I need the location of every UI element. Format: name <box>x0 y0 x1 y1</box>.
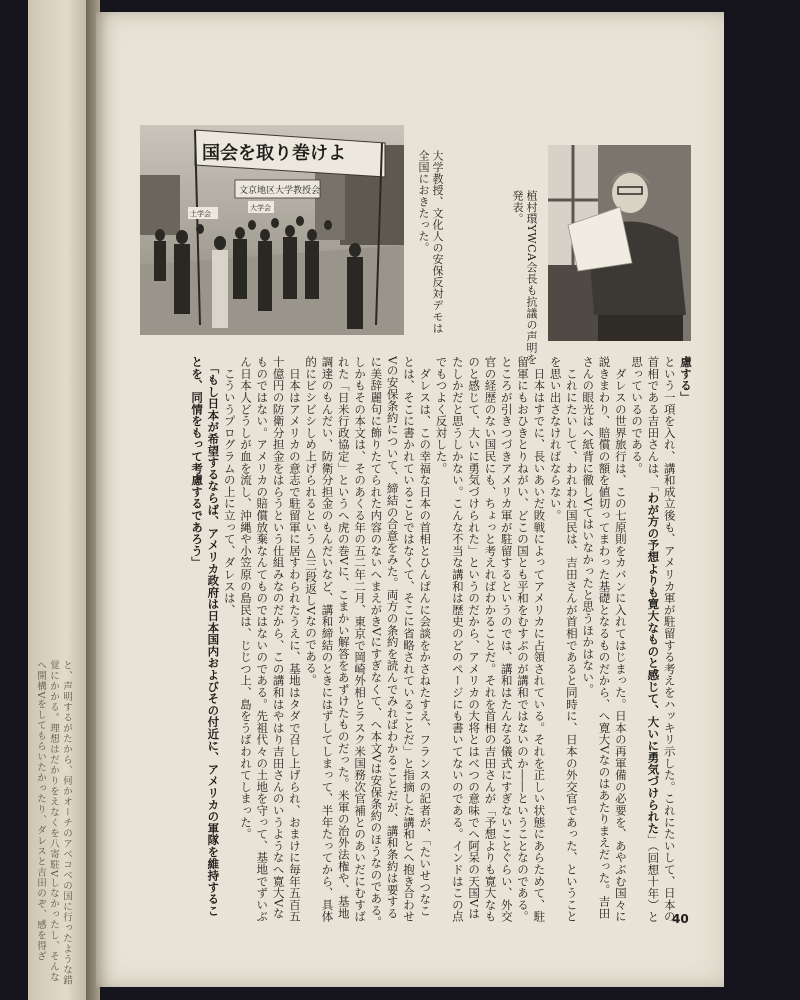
paragraph-text: 日本はすでに、長いあいだ敗戦によってアメリカに占領されている。それを正しい状態にあらためて、駐留軍にもおひきとりねがい、どこの国とも平和をむすぶのが講和ではないのか――ということなのである。ところが引きつづきアメリカ軍が駐留するというのでは、講和はたんなる儀式にすぎないことぐらい、外交官の経歴のない国民にも、ちょっと考えればわかることだ。それを首相の吉田さんが「予想よりも寛大なものと感じて、大いに勇気づけられた」というのだから、アメリカの大将とはべつの意味でへ阿呆の天国Vはたしかだと思うしかない。こんな不当な講和は歴史のどのページにも書いてないのである。インドはこの点でもつよく反対した。 <box>434 356 547 923</box>
article-paragraph <box>547 356 580 928</box>
banner-text: 国会を取り巻けよ <box>202 143 346 164</box>
article-paragraph <box>189 356 222 928</box>
article-paragraphs <box>189 356 678 928</box>
article-paragraph <box>580 356 629 928</box>
placard-right-text: 大学会 <box>250 204 271 212</box>
paragraph-text: ダレスの世界旅行は、この七原則をカバンに入れてはじまった。日本の再軍備の必要を、あやぶむ国々に説きまわり、賠償の額を値切ってまわった基礎となるものだから、へ寛大Vなのはあたりまえだった。吉田さんの眼光はへ紙背に徹しVてはいなかったと思うほかはない。 <box>581 356 628 923</box>
emphasized-quote: 「もし日本が希望するならば、アメリカ政府は日本国内およびその付近に、アメリカの軍隊を維持することを、同情をもって考慮するであろう」 <box>190 356 221 917</box>
article-paragraph <box>433 356 547 928</box>
paragraph-text: これにたいして、われわれ国民は、吉田さんが首相であると同時に、日本の外交官であった、ということを思い出さなければならない。 <box>548 356 579 923</box>
demonstration-photo <box>140 125 404 335</box>
paragraph-text: という一項を入れ、講和成立後も、アメリカ軍が駐留する考えをハッキリ示した。これにたいして、日本の首相である吉田さんは、「 <box>646 356 677 923</box>
article-paragraph <box>221 356 237 928</box>
paragraph-text: 日本はアメリカの意志で駐留軍に居すわられたうえに、基地はタダで召し上げられ、おまけに毎年五百五十億円の防衛分担金をはらうという仕組みなのだから、この講和はやはり吉田さんのいうようなへ寛大Vなものではない。アメリカの賠償放棄なんてものではないのである。先祖代々の土地を守って、基地でずいぶん日本人どうしが血を流し、沖縄や小笠原の島民は、じじつ上、島をうばわれてしまった。 <box>238 356 302 923</box>
banner-sub-text: 文京地区大学教授会 <box>239 186 321 196</box>
article-paragraph <box>238 356 303 928</box>
article-body <box>142 356 694 928</box>
section-heading: 慮する」 <box>679 356 693 404</box>
paragraph-text: こういうプログラムの上に立って、ダレスは、 <box>222 356 237 616</box>
article-paragraph <box>303 356 433 928</box>
emphasized-quote: わが方の予想よりも寛大なものと感じて、大いに勇気づけられた <box>646 491 661 835</box>
page-number: 40 <box>672 912 689 926</box>
article-paragraph <box>629 356 678 928</box>
ywca-photo-caption: 植村環YWCA会長も抗議の声明を発表。 <box>511 190 538 365</box>
paragraph-text: ダレスは、この幸福な日本の首相とひんぱんに会談をかさねたすえ、フランスの記者が、「たいせつなことは、そこに書かれていることではなくて、そこに省略されていることだ」と指摘した講和とへ抱き合わせVの安保条約について、締結の合意をみた。両方の条約を読んでみればわかることだが、講和条約は要するに美辞麗句に飾りたてられた内容のないへまえがきVにすぎなくて、へ本文Vは安保条約のほうなのである。しかもその本文は、そのあくる年の五二年二月、東京で岡崎外相とラスク米国務次官補とのあいだにむすばれた「日米行政協定」というへ虎の巻Vに、こまかい解答をあずけたものだった。米軍の治外法権や、基地調達のもんだい、防衛分担金のもんだいなど、講和締結のときにはずしてしまって、半年たってから、具体的にビシビシしめ上げられるという△三段返しVなのである。 <box>304 356 433 928</box>
demonstration-photo-caption: 大学教授、文化人の安保反対デモは全国におきたった。 <box>417 150 444 334</box>
left-page-text: と、声明するがたから、何かオーチのアベコベの国に行ったような錯覚にかかる。理想はだかりをえなくを八寄駐Vしなかったし、そんなへ開構Vをしてもらいたかったり、ダレスと吉田のぞ、感を得ざ <box>35 660 72 986</box>
ywca-president-photo <box>548 145 691 341</box>
paragraph-text: 」（回想十年）と思っているのである。 <box>630 356 661 923</box>
placard-left-text: 土学会 <box>190 210 211 218</box>
